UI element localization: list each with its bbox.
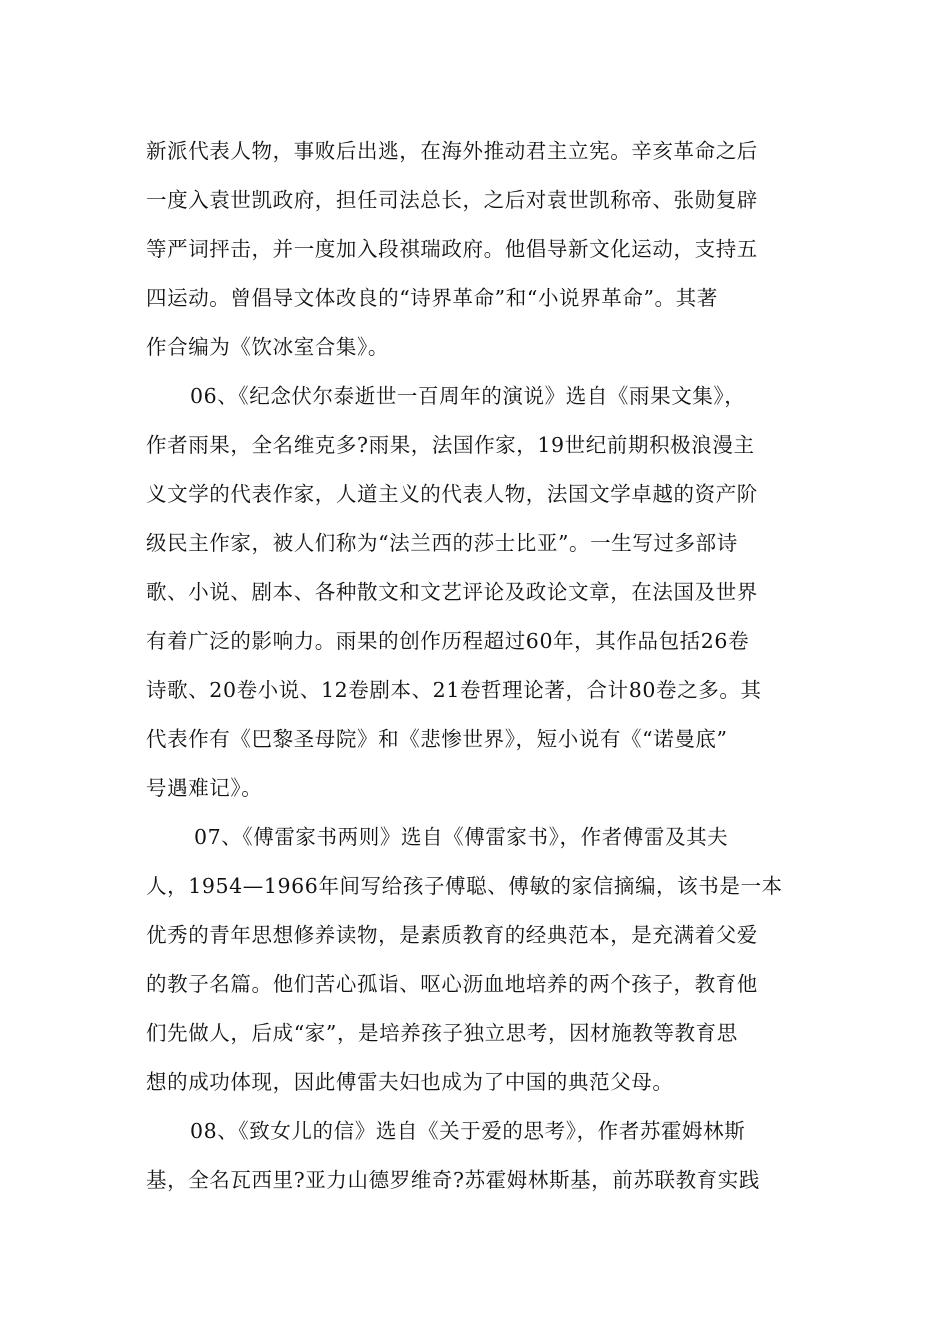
text-line: 义文学的代表作家，人道主义的代表人物，法国文学卓越的资产阶 [146,482,758,506]
text-line: 有着广泛的影响力。雨果的创作历程超过60年，其作品包括26卷 [146,629,750,653]
text-line: 一度入袁世凯政府，担任司法总长，之后对袁世凯称帝、张勋复辟 [146,188,758,212]
text-line: 基，全名瓦西里?亚力山德罗维奇?苏霍姆林斯基，前苏联教育实践 [146,1168,760,1192]
text-line: 新派代表人物，事败后出逃，在海外推动君主立宪。辛亥革命之后 [146,139,758,163]
text-line: 四运动。曾倡导文体改良的“诗界革命”和“小说界革命”。其著 [146,286,718,310]
text-line: 优秀的青年思想修养读物，是素质教育的经典范本，是充满着父爱 [146,923,758,947]
text-line: 诗歌、20卷小说、12卷剧本、21卷哲理论著，合计80卷之多。其 [146,678,762,702]
text-line: 歌、小说、剧本、各种散文和文艺评论及政论文章，在法国及世界 [146,580,758,604]
text-line: 号遇难记》。 [146,776,263,800]
text-line-first: 08、《致女儿的信》选自《关于爱的思考》，作者苏霍姆林斯 [190,1119,746,1143]
text-line: 作合编为《饮冰室合集》。 [146,335,389,359]
text-line: 的教子名篇。他们苦心孤诣、呕心沥血地培养的两个孩子，教育他 [146,972,758,996]
text-line-first: 07、《傅雷家书两则》选自《傅雷家书》，作者傅雷及其夫 [194,825,729,849]
text-line: 级民主作家，被人们称为“法兰西的莎士比亚”。一生写过多部诗 [146,531,738,555]
text-line: 作者雨果，全名维克多?雨果，法国作家，19世纪前期积极浪漫主 [146,433,755,457]
document-body [146,127,816,1205]
text-line: 人，1954—1966年间写给孩子傅聪、傅敏的家信摘编，该书是一本 [146,874,783,898]
text-line: 等严词抨击，并一度加入段祺瑞政府。他倡导新文化运动，支持五 [146,237,758,261]
paragraph-07-fu-lei [146,813,816,1107]
text-line: 想的成功体现，因此傅雷夫妇也成为了中国的典范父母。 [146,1070,674,1094]
text-line: 们先做人，后成“家”，是培养孩子独立思考，因材施教等教育思 [146,1021,738,1045]
paragraph-05-continuation [146,127,816,372]
text-line-first: 06、《纪念伏尔泰逝世一百周年的演说》选自《雨果文集》， [190,384,746,408]
text-line: 代表作有《巴黎圣母院》和《悲惨世界》，短小说有《“诺曼底” [146,727,728,751]
paragraph-08-sukhomlinsky [146,1107,816,1205]
paragraph-06-hugo [146,372,816,813]
